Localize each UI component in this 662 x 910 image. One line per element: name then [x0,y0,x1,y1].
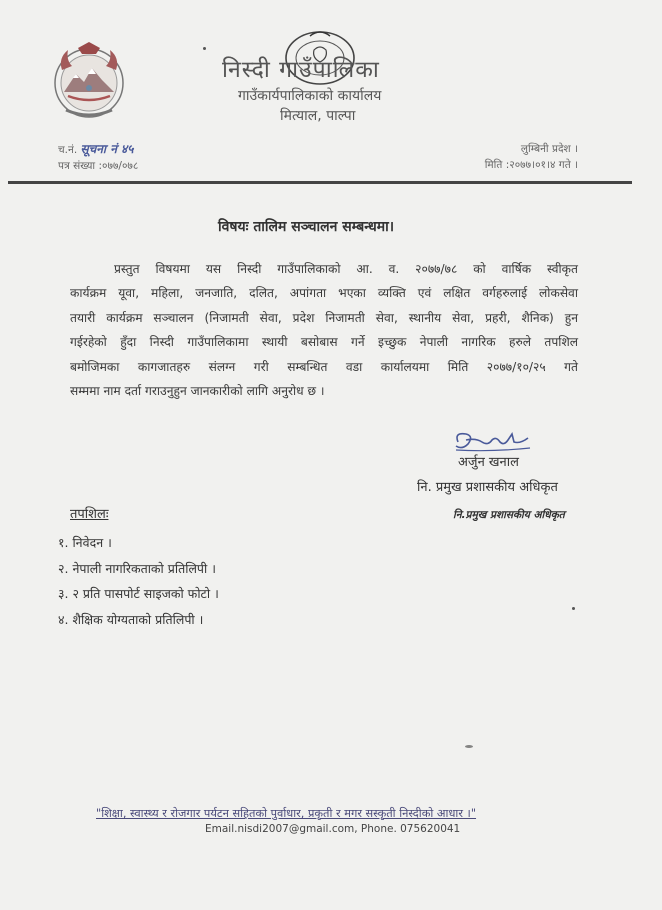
scan-speck [465,745,473,748]
reference-block [58,141,138,174]
footer-contact: Email.nisdi2007@gmail.com, Phone. 075620041 [205,823,461,835]
province-name: लुम्बिनी प्रदेश । [520,143,578,155]
office-address: मित्याल, पाल्पा [280,108,356,124]
organization-name: निस्दी गाउँपालिका [222,57,380,83]
handwritten-signature [452,428,534,454]
signatory-title: नि. प्रमुख प्रशासकीय अधिकृत [417,480,558,495]
reference-value: सूचना नं ४५ [80,142,134,156]
list-item: १. निवेदन । [58,535,112,550]
reference-number [58,141,138,158]
scan-speck [572,607,575,610]
list-item: ३. २ प्रति पासपोर्ट साइजको फोटो । [58,586,219,601]
footer-slogan: "शिक्षा, स्वास्थ्य र रोजगार पर्यटन सहितको पुर्वाधार, प्रकृती र मगर सस्कृती निस्दीको आधार ।" [96,807,477,820]
body-line: बमोजिमका कागजातहरु संलग्न गरी सम्बन्धित वडा कार्यालयमा मिति २०७७/१०/२५ गते [70,359,578,374]
enclosure-list [58,530,219,632]
nepal-emblem-logo [48,40,130,122]
list-item: २. नेपाली नागरिकताको प्रतिलिपी । [58,560,216,576]
body-line: प्रस्तुत विषयमा यस निस्दी गाउँपालिकाको आ. व. २०७७/७८ को वार्षिक स्वीकृत [114,262,578,276]
letter-number: पत्र संख्या :०७७/०७८ [58,160,139,172]
body-line: कार्यक्रम यूवा, महिला, जनजाति, दलित, अपांगता भएका व्यक्ति एवं लक्षित वर्गहरुलाई लोकसेवा [70,286,578,301]
list-item: ४. शैक्षिक योग्यताको प्रतिलिपी । [58,611,204,627]
reference-label: च.नं. [58,144,78,156]
subject-line: विषयः तालिम सञ्चालन सम्बन्धमा। [218,219,395,235]
letter-date: मिति :२०७७।०१।४ गते । [484,159,578,171]
notice-body [70,257,578,403]
designation-stamp: नि.प्रमुख प्रशासकीय अधिकृत [453,509,565,521]
scan-speck [203,47,206,50]
province-date-block [485,141,578,173]
body-line: गईरहेको हुँदा निस्दी गाउँपालिकामा स्थायी बसोबास गर्ने इच्छुक नेपाली नागरिक हरुले तपशिल [70,335,578,350]
body-line: सम्ममा नाम दर्ता गराउनुहुन जानकारीको लागि अनुरोध छ । [70,384,325,399]
office-name: गाउँकार्यपालिकाको कार्यालय [238,88,382,104]
enclosure-heading: तपशिलः [70,507,109,522]
header-divider [8,181,632,184]
signatory-name: अर्जुन खनाल [458,455,519,470]
body-line: तयारी कार्यक्रम सञ्चालन (निजामती सेवा, प्रदेश निजामती सेवा, स्थानीय सेवा, प्रहरी, शैनिक) हुन [70,310,578,325]
